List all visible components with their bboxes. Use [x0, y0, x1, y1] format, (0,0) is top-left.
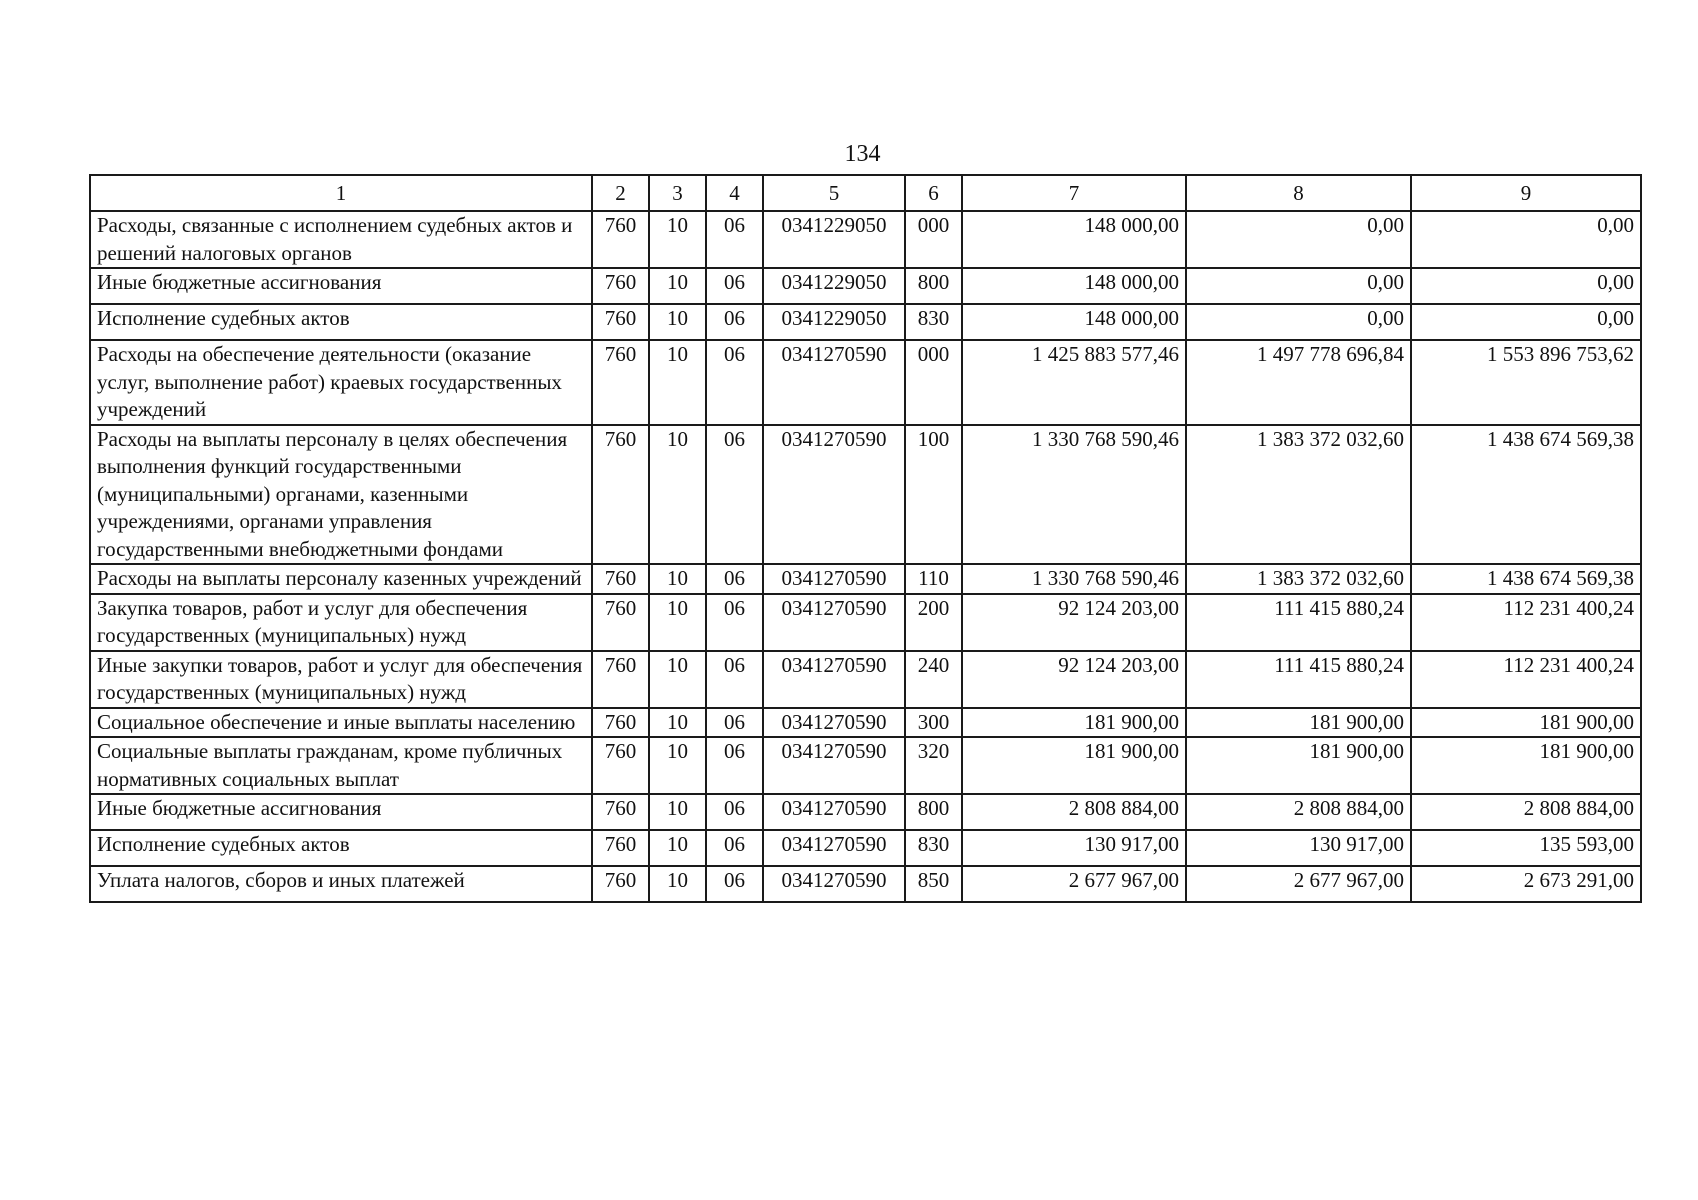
- column-header-7: 7: [962, 175, 1186, 211]
- amount-col-8: 181 900,00: [1186, 737, 1411, 794]
- expense-type-code: 100: [905, 425, 962, 565]
- table-row: [90, 211, 1641, 268]
- row-name: Исполнение судебных актов: [90, 830, 592, 866]
- target-article-code: 0341270590: [763, 651, 905, 708]
- budget-table: [89, 174, 1642, 903]
- ministry-code: 760: [592, 866, 649, 902]
- amount-col-9: 1 553 896 753,62: [1411, 340, 1641, 425]
- amount-col-9: 0,00: [1411, 268, 1641, 304]
- subsection-code: 06: [706, 708, 763, 738]
- target-article-code: 0341270590: [763, 340, 905, 425]
- column-header-3: 3: [649, 175, 706, 211]
- amount-col-9: 1 438 674 569,38: [1411, 425, 1641, 565]
- ministry-code: 760: [592, 708, 649, 738]
- section-code: 10: [649, 340, 706, 425]
- row-name: Иные бюджетные ассигнования: [90, 794, 592, 830]
- amount-col-8: 2 677 967,00: [1186, 866, 1411, 902]
- amount-col-8: 0,00: [1186, 211, 1411, 268]
- target-article-code: 0341229050: [763, 304, 905, 340]
- ministry-code: 760: [592, 794, 649, 830]
- amount-col-9: 112 231 400,24: [1411, 651, 1641, 708]
- expense-type-code: 300: [905, 708, 962, 738]
- subsection-code: 06: [706, 830, 763, 866]
- table-row: [90, 708, 1641, 738]
- amount-col-7: 1 330 768 590,46: [962, 564, 1186, 594]
- ministry-code: 760: [592, 564, 649, 594]
- subsection-code: 06: [706, 304, 763, 340]
- row-name: Закупка товаров, работ и услуг для обеспечения государственных (муниципальных) нужд: [90, 594, 592, 651]
- amount-col-8: 111 415 880,24: [1186, 651, 1411, 708]
- amount-col-7: 130 917,00: [962, 830, 1186, 866]
- expense-type-code: 240: [905, 651, 962, 708]
- section-code: 10: [649, 830, 706, 866]
- target-article-code: 0341270590: [763, 830, 905, 866]
- expense-type-code: 850: [905, 866, 962, 902]
- amount-col-7: 181 900,00: [962, 708, 1186, 738]
- expense-type-code: 320: [905, 737, 962, 794]
- section-code: 10: [649, 794, 706, 830]
- row-name: Иные закупки товаров, работ и услуг для обеспечения государственных (муниципальных) нужд: [90, 651, 592, 708]
- table-row: [90, 564, 1641, 594]
- amount-col-8: 1 383 372 032,60: [1186, 564, 1411, 594]
- table-row: [90, 830, 1641, 866]
- target-article-code: 0341270590: [763, 794, 905, 830]
- section-code: 10: [649, 866, 706, 902]
- column-header-2: 2: [592, 175, 649, 211]
- row-name: Иные бюджетные ассигнования: [90, 268, 592, 304]
- section-code: 10: [649, 651, 706, 708]
- table-row: [90, 651, 1641, 708]
- amount-col-8: 111 415 880,24: [1186, 594, 1411, 651]
- row-name: Расходы на выплаты персоналу казенных учреждений: [90, 564, 592, 594]
- amount-col-7: 2 677 967,00: [962, 866, 1186, 902]
- amount-col-8: 1 497 778 696,84: [1186, 340, 1411, 425]
- table-row: [90, 594, 1641, 651]
- expense-type-code: 000: [905, 211, 962, 268]
- amount-col-7: 148 000,00: [962, 304, 1186, 340]
- amount-col-7: 92 124 203,00: [962, 651, 1186, 708]
- amount-col-7: 1 330 768 590,46: [962, 425, 1186, 565]
- row-name: Расходы, связанные с исполнением судебных актов и решений налоговых органов: [90, 211, 592, 268]
- table-row: [90, 304, 1641, 340]
- column-header-8: 8: [1186, 175, 1411, 211]
- subsection-code: 06: [706, 425, 763, 565]
- amount-col-8: 2 808 884,00: [1186, 794, 1411, 830]
- amount-col-9: 0,00: [1411, 304, 1641, 340]
- section-code: 10: [649, 304, 706, 340]
- ministry-code: 760: [592, 830, 649, 866]
- row-name: Расходы на выплаты персоналу в целях обеспечения выполнения функций государственными (муниципальными) органами, казенными учреждениями, органами управления государственными внебюджетными фондами: [90, 425, 592, 565]
- ministry-code: 760: [592, 211, 649, 268]
- section-code: 10: [649, 737, 706, 794]
- amount-col-8: 130 917,00: [1186, 830, 1411, 866]
- subsection-code: 06: [706, 268, 763, 304]
- amount-col-7: 148 000,00: [962, 211, 1186, 268]
- ministry-code: 760: [592, 340, 649, 425]
- subsection-code: 06: [706, 211, 763, 268]
- subsection-code: 06: [706, 564, 763, 594]
- expense-type-code: 830: [905, 304, 962, 340]
- amount-col-9: 2 673 291,00: [1411, 866, 1641, 902]
- column-header-5: 5: [763, 175, 905, 211]
- subsection-code: 06: [706, 866, 763, 902]
- amount-col-7: 92 124 203,00: [962, 594, 1186, 651]
- section-code: 10: [649, 564, 706, 594]
- subsection-code: 06: [706, 737, 763, 794]
- section-code: 10: [649, 594, 706, 651]
- expense-type-code: 800: [905, 794, 962, 830]
- table-row: [90, 340, 1641, 425]
- amount-col-7: 2 808 884,00: [962, 794, 1186, 830]
- table-row: [90, 737, 1641, 794]
- row-name: Социальное обеспечение и иные выплаты населению: [90, 708, 592, 738]
- subsection-code: 06: [706, 340, 763, 425]
- page-number: 134: [844, 141, 881, 167]
- row-name: Социальные выплаты гражданам, кроме публичных нормативных социальных выплат: [90, 737, 592, 794]
- target-article-code: 0341270590: [763, 594, 905, 651]
- table-row: [90, 794, 1641, 830]
- expense-type-code: 830: [905, 830, 962, 866]
- subsection-code: 06: [706, 794, 763, 830]
- amount-col-9: 0,00: [1411, 211, 1641, 268]
- ministry-code: 760: [592, 268, 649, 304]
- ministry-code: 760: [592, 304, 649, 340]
- expense-type-code: 000: [905, 340, 962, 425]
- row-name: Расходы на обеспечение деятельности (оказание услуг, выполнение работ) краевых государственных учреждений: [90, 340, 592, 425]
- section-code: 10: [649, 211, 706, 268]
- column-header-9: 9: [1411, 175, 1641, 211]
- target-article-code: 0341270590: [763, 708, 905, 738]
- expense-type-code: 800: [905, 268, 962, 304]
- table-row: [90, 268, 1641, 304]
- header-row: [90, 175, 1641, 211]
- ministry-code: 760: [592, 425, 649, 565]
- amount-col-9: 112 231 400,24: [1411, 594, 1641, 651]
- subsection-code: 06: [706, 651, 763, 708]
- subsection-code: 06: [706, 594, 763, 651]
- table-row: [90, 425, 1641, 565]
- amount-col-7: 1 425 883 577,46: [962, 340, 1186, 425]
- target-article-code: 0341270590: [763, 866, 905, 902]
- amount-col-7: 181 900,00: [962, 737, 1186, 794]
- ministry-code: 760: [592, 651, 649, 708]
- amount-col-8: 0,00: [1186, 268, 1411, 304]
- section-code: 10: [649, 268, 706, 304]
- amount-col-9: 2 808 884,00: [1411, 794, 1641, 830]
- column-header-6: 6: [905, 175, 962, 211]
- amount-col-9: 135 593,00: [1411, 830, 1641, 866]
- amount-col-8: 1 383 372 032,60: [1186, 425, 1411, 565]
- target-article-code: 0341229050: [763, 268, 905, 304]
- row-name: Исполнение судебных актов: [90, 304, 592, 340]
- ministry-code: 760: [592, 737, 649, 794]
- ministry-code: 760: [592, 594, 649, 651]
- target-article-code: 0341270590: [763, 737, 905, 794]
- column-header-4: 4: [706, 175, 763, 211]
- section-code: 10: [649, 708, 706, 738]
- amount-col-8: 181 900,00: [1186, 708, 1411, 738]
- expense-type-code: 200: [905, 594, 962, 651]
- amount-col-9: 181 900,00: [1411, 737, 1641, 794]
- target-article-code: 0341270590: [763, 425, 905, 565]
- amount-col-7: 148 000,00: [962, 268, 1186, 304]
- amount-col-8: 0,00: [1186, 304, 1411, 340]
- section-code: 10: [649, 425, 706, 565]
- target-article-code: 0341270590: [763, 564, 905, 594]
- column-header-1: 1: [90, 175, 592, 211]
- row-name: Уплата налогов, сборов и иных платежей: [90, 866, 592, 902]
- amount-col-9: 181 900,00: [1411, 708, 1641, 738]
- expense-type-code: 110: [905, 564, 962, 594]
- amount-col-9: 1 438 674 569,38: [1411, 564, 1641, 594]
- table-row: [90, 866, 1641, 902]
- target-article-code: 0341229050: [763, 211, 905, 268]
